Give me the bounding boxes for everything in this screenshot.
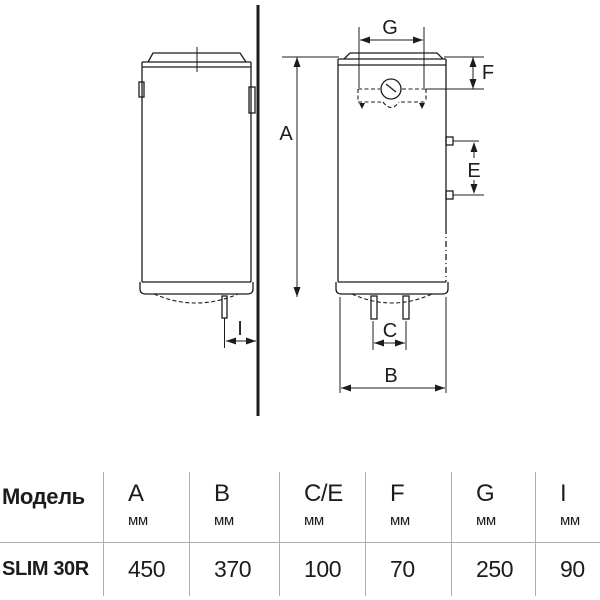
dim-label-f: F: [481, 62, 495, 84]
dimension-value: 70: [390, 556, 415, 582]
dim-e: [453, 141, 484, 195]
header-letter: B: [214, 480, 230, 507]
header-unit: мм: [476, 512, 496, 529]
side-fitting-upper: [446, 137, 453, 145]
model-cell: [0, 543, 104, 596]
dimension-value: 90: [560, 556, 585, 582]
dimension-value: 370: [214, 556, 252, 582]
value-ce-cell: [280, 543, 366, 596]
outlet-pipe: [403, 296, 409, 319]
col-header-b: [190, 472, 280, 543]
col-header-ce: [280, 472, 366, 543]
col-header-i: [536, 472, 600, 543]
header-letter: C/E: [304, 480, 343, 507]
header-unit: мм: [390, 512, 410, 529]
col-header-g: [452, 472, 536, 543]
header-unit: мм: [304, 512, 324, 529]
side-fitting-lower: [446, 191, 453, 199]
header-unit: мм: [560, 512, 580, 529]
col-header-a: [104, 472, 190, 543]
dim-c: [373, 320, 406, 350]
col-header-model: [0, 472, 104, 543]
dim-label-b: B: [384, 365, 398, 387]
header-letter: A: [128, 480, 144, 507]
col-header-f: [366, 472, 452, 543]
value-f-cell: [366, 543, 452, 596]
value-i-cell: [536, 543, 600, 596]
value-a-cell: [104, 543, 190, 596]
header-unit: мм: [128, 512, 148, 529]
dim-b: [340, 297, 446, 393]
header-letter: I: [560, 480, 567, 507]
header-letter: F: [390, 480, 405, 507]
dim-label-a: A: [279, 123, 293, 145]
model-name: SLIM 30R: [2, 558, 89, 580]
header-letter: G: [476, 480, 495, 507]
dimensions-table: [0, 472, 600, 596]
inlet-pipe: [371, 296, 377, 319]
model-header-label: Модель: [2, 484, 85, 509]
dim-label-c: C: [382, 320, 398, 342]
dimension-value: 450: [128, 556, 166, 582]
wall-bracket: [249, 87, 255, 113]
value-g-cell: [452, 543, 536, 596]
dim-label-e: E: [467, 160, 481, 182]
dimension-value: 100: [304, 556, 342, 582]
mounting-hole: [381, 79, 401, 99]
dim-i: [225, 318, 257, 348]
wall-line: [257, 5, 260, 416]
front-view: [336, 53, 453, 319]
side-view: [139, 47, 255, 318]
dim-label-i: I: [237, 318, 243, 340]
header-unit: мм: [214, 512, 234, 529]
dim-a: [279, 57, 339, 297]
bottom-dome: [352, 294, 432, 303]
dimension-value: 250: [476, 556, 514, 582]
dim-label-g: G: [382, 17, 398, 39]
dim-f: [426, 57, 494, 89]
value-b-cell: [190, 543, 280, 596]
